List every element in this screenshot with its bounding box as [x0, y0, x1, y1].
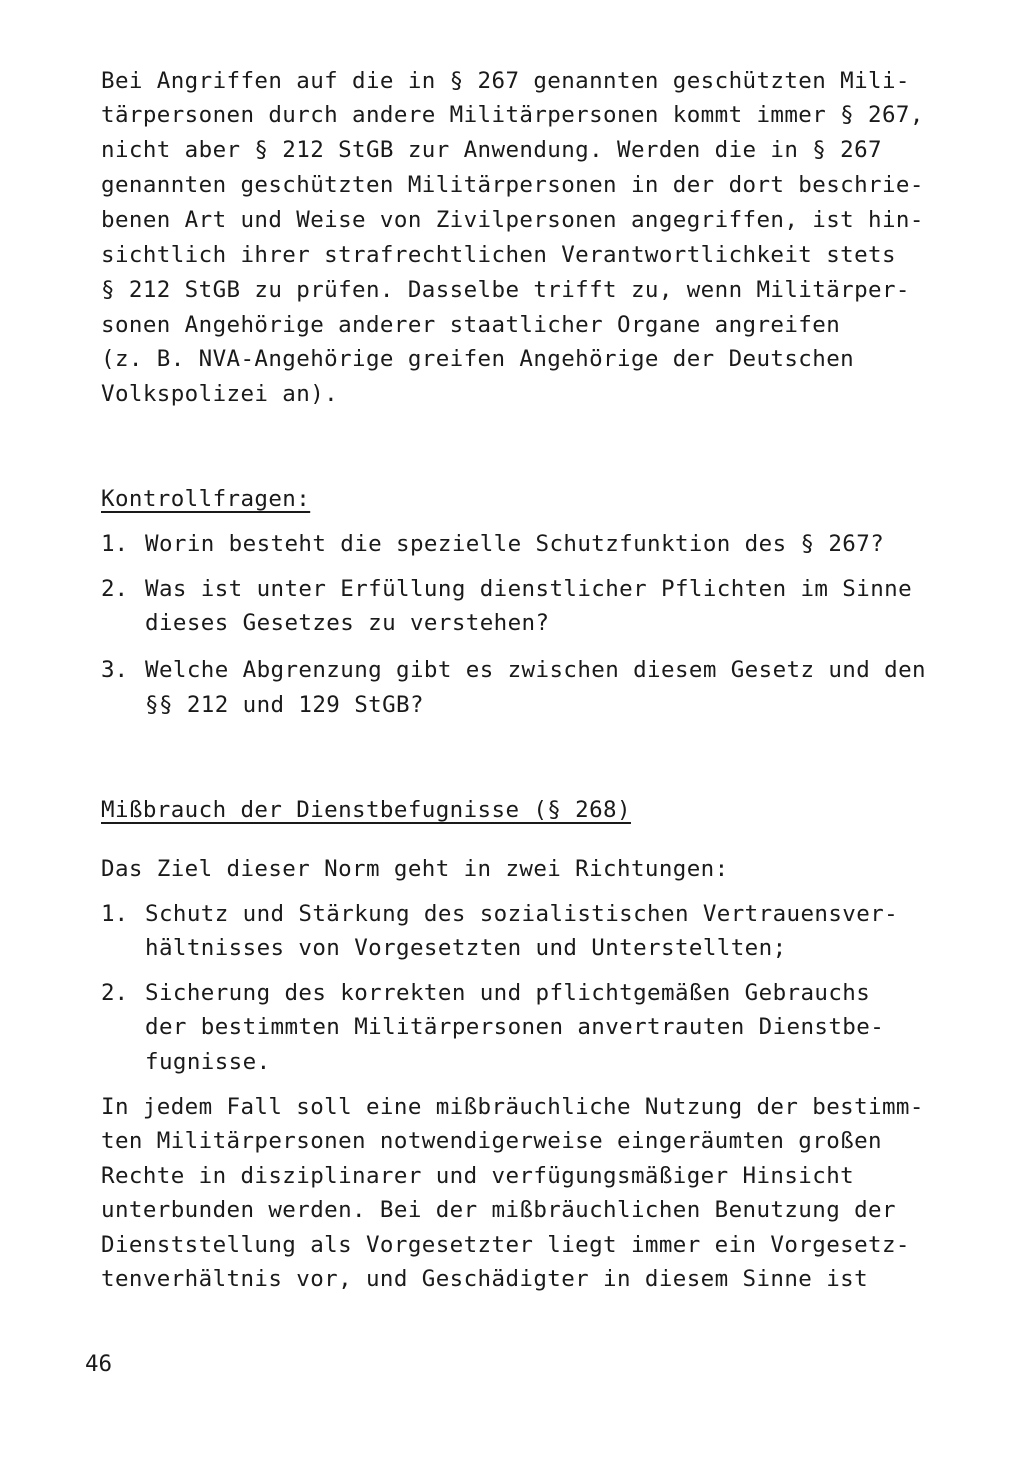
section-268-paragraph-line: Dienststellung als Vorgesetzter liegt immer ein Vorgesetz- [101, 1232, 910, 1258]
section-268-paragraph-line: Rechte in disziplinarer und verfügungsmäßiger Hinsicht [101, 1163, 855, 1189]
question-1-line: Worin besteht die spezielle Schutzfunktion des § 267? [145, 531, 885, 557]
list-item-2-line: fugnisse. [145, 1049, 271, 1075]
section-268-intro: Das Ziel dieser Norm geht in zwei Richtungen: [101, 856, 729, 882]
section-268-paragraph-line: ten Militärpersonen notwendigerweise eingeräumten großen [101, 1128, 882, 1154]
paragraph-1-line: sonen Angehörige anderer staatlicher Organe angreifen [101, 312, 841, 338]
paragraph-1-line: sichtlich ihrer strafrechtlichen Verantwortlichkeit stets [101, 242, 896, 268]
list-number: 2. [101, 980, 129, 1006]
paragraph-1-line: § 212 StGB zu prüfen. Dasselbe trifft zu, wenn Militärper- [101, 277, 910, 303]
question-number: 3. [101, 657, 129, 683]
paragraph-1-line: genannten geschützten Militärpersonen in der dort beschrie- [101, 172, 924, 198]
paragraph-1-line: nicht aber § 212 StGB zur Anwendung. Werden die in § 267 [101, 137, 882, 163]
paragraph-1-line: Bei Angriffen auf die in § 267 genannten geschützten Mili- [101, 68, 910, 94]
paragraph-1-line: tärpersonen durch andere Militärpersonen kommt immer § 267, [101, 102, 924, 128]
question-number: 1. [101, 531, 129, 557]
section-268-paragraph-line: unterbunden werden. Bei der mißbräuchlichen Benutzung der [101, 1197, 896, 1223]
question-2-line: Was ist unter Erfüllung dienstlicher Pflichten im Sinne [145, 576, 913, 602]
question-number: 2. [101, 576, 129, 602]
list-item-2-line: der bestimmten Militärpersonen anvertrauten Dienstbe- [145, 1014, 885, 1040]
list-item-2-line: Sicherung des korrekten und pflichtgemäßen Gebrauchs [145, 980, 871, 1006]
paragraph-1-line: (z. B. NVA-Angehörige greifen Angehörige der Deutschen [101, 346, 855, 372]
kontrollfragen-heading: Kontrollfragen: [101, 486, 311, 512]
section-268-heading: Mißbrauch der Dienstbefugnisse (§ 268) [101, 797, 631, 823]
question-3-line: §§ 212 und 129 StGB? [145, 692, 424, 718]
question-2-line: dieses Gesetzes zu verstehen? [145, 610, 550, 636]
paragraph-1-line: benen Art und Weise von Zivilpersonen angegriffen, ist hin- [101, 207, 924, 233]
list-item-1-line: hältnisses von Vorgesetzten und Unterstellten; [145, 935, 787, 961]
list-item-1-line: Schutz und Stärkung des sozialistischen Vertrauensver- [145, 901, 899, 927]
list-number: 1. [101, 901, 129, 927]
section-268-paragraph-line: In jedem Fall soll eine mißbräuchliche Nutzung der bestimm- [101, 1094, 924, 1120]
page-number: 46 [85, 1351, 113, 1377]
section-268-paragraph-line: tenverhältnis vor, und Geschädigter in diesem Sinne ist [101, 1266, 869, 1292]
paragraph-1-line: Volkspolizei an). [101, 381, 339, 407]
question-3-line: Welche Abgrenzung gibt es zwischen diesem Gesetz und den [145, 657, 926, 683]
